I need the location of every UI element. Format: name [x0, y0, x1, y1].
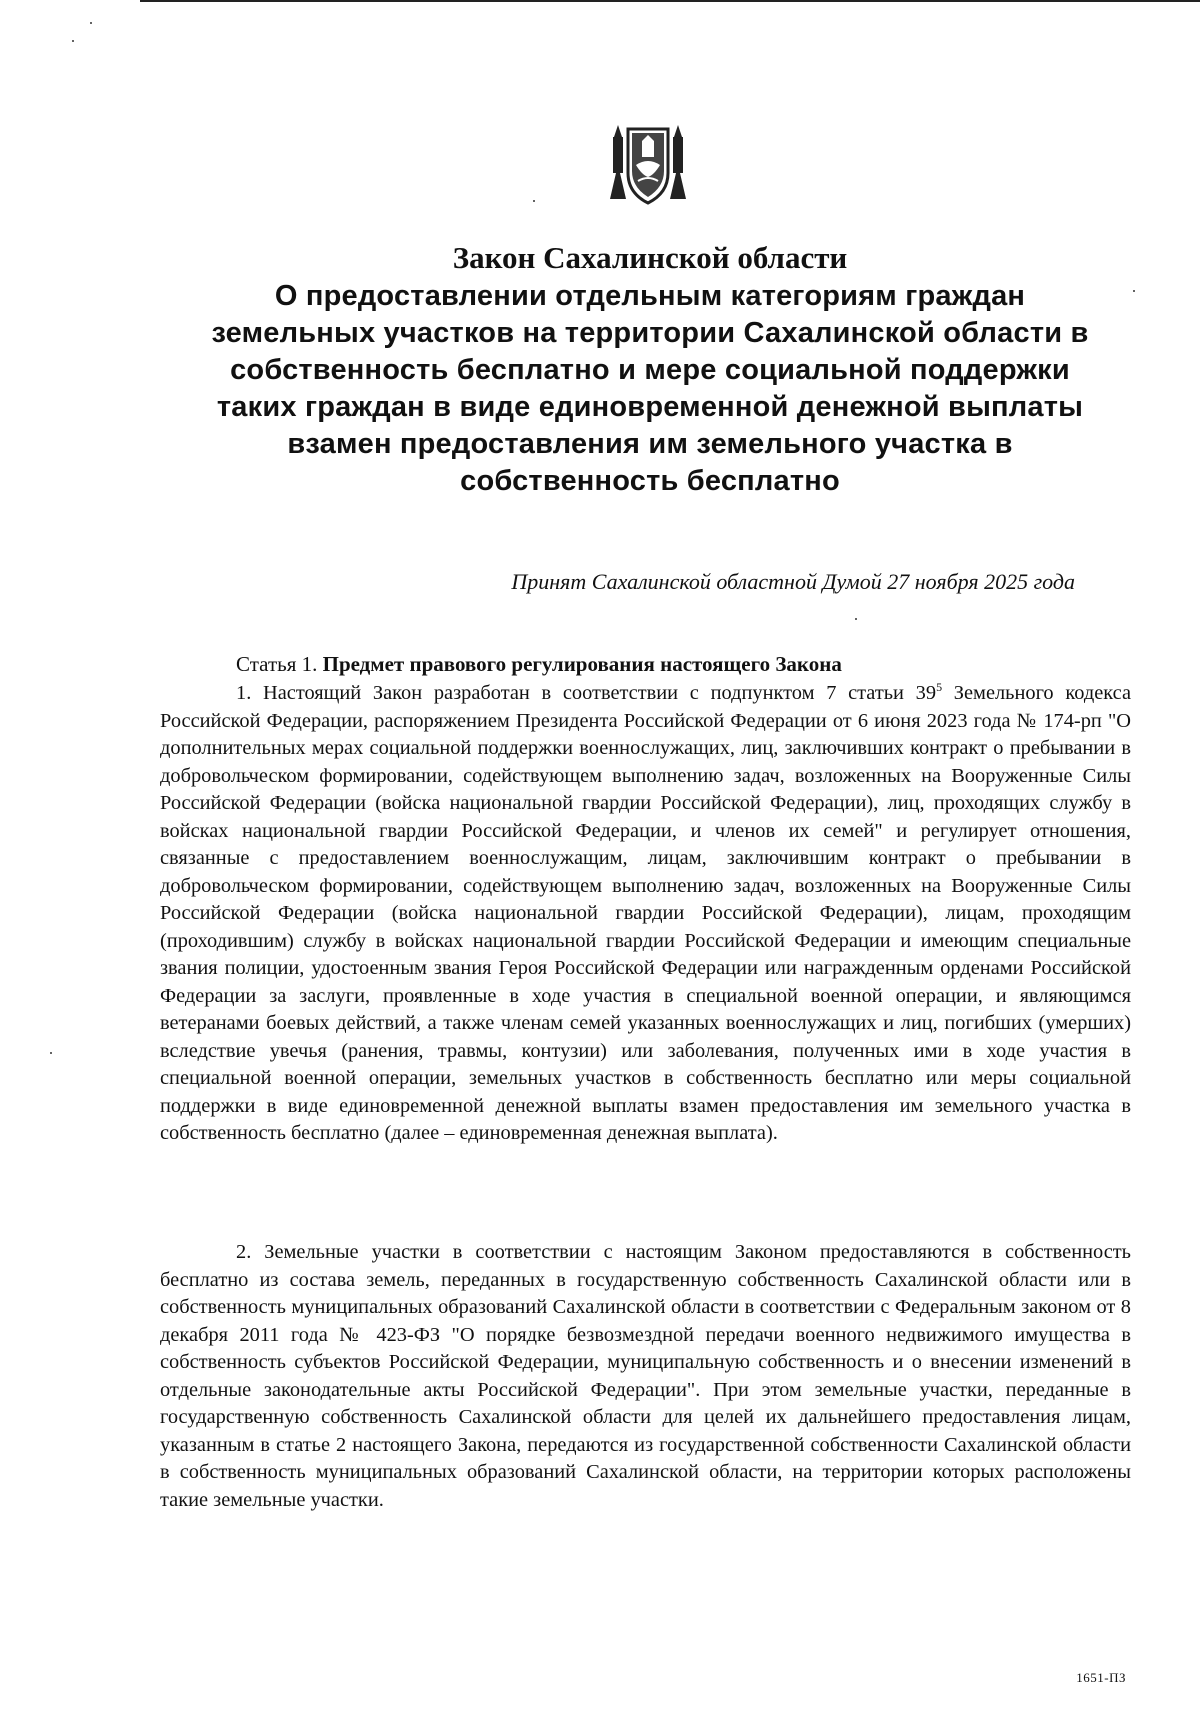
sakhalin-coat-of-arms-icon — [608, 117, 688, 205]
adoption-line: Принят Сахалинской областной Думой 27 ноября 2025 года — [511, 569, 1075, 594]
scan-speck — [855, 618, 857, 620]
article-paragraph-1 — [160, 680, 1131, 1148]
scan-speck — [533, 200, 535, 202]
article-number: Статья 1. — [236, 652, 318, 676]
scan-speck — [72, 40, 74, 42]
paragraph-1-rest: Земельного кодекса Российской Федерации, распоряжением Президента Российской Федерации от 6 июня 2023 года № 174-рп "О дополнительных мерах социальной поддержки военнослужащих, лиц, заключивших контракт о пребывании в добровольческом формировании, содействующем выполнению задач, возложенных на Вооруженные Силы Российской Федерации (войска национальной гвардии Российской Федерации), лиц, проходящих службу в войсках национальной гвардии Российской Федерации, и членов их семей" и регулирует отношения, связанные с предоставлением военнослужащим, лицам, заключившим контракт о пребывании в добровольческом формировании, содействующем выполнению задач, возложенных на Вооруженные Силы Российской Федерации (войска национальной гвардии Российской Федерации), лицам, проходящим (проходившим) службу в войсках национальной гвардии Российской Федерации и имеющим специальные звания полиции, удостоенным звания Героя Российской Федерации или награжденным орденами Российской Федерации за заслуги, проявленные в ходе участия в специальной военной операции, и являющимся ветеранами боевых действий, а также членам семей указанных военнослужащих и лиц, погибших (умерших) вследствие увечья (ранения, травмы, контузии) или заболевания, полученных ими в ходе участия в специальной военной операции, земельных участков в собственность бесплатно или меры социальной поддержки в виде единовременной денежной выплаты взамен предоставления им земельного участка в собственность бесплатно (далее – единовременная денежная выплата). — [160, 682, 1131, 1144]
page-code: 1651-ПЗ — [1076, 1670, 1126, 1685]
article-title: Предмет правового регулирования настоящего Закона — [322, 652, 842, 676]
scan-speck — [1133, 290, 1135, 292]
article-paragraph-2: 2. Земельные участки в соответствии с настоящим Законом предоставляются в собственность бесплатно из состава земель, переданных в государственную собственность Сахалинской области или в собственность муниципальных образований Сахалинской области в соответствии с Федеральным законом от 8 декабря 2011 года № 423-ФЗ "О порядке безвозмездной передачи военного недвижимого имущества в собственность субъектов Российской Федерации, муниципальную собственность и о внесении изменений в отдельные законодательные акты Российской Федерации". При этом земельные участки, переданные в государственную собственность Сахалинской области для целей их дальнейшего предоставления лицам, указанным в статье 2 настоящего Закона, передаются из государственной собственности Сахалинской области в собственность муниципальных образований Сахалинской области, на территории которых расположены такие земельные участки. — [160, 1241, 1131, 1511]
article-heading — [236, 650, 842, 678]
scan-speck — [50, 1052, 52, 1054]
superscript-5: 5 — [936, 680, 943, 695]
law-title: О предоставлении отдельным категориям граждан земельных участков на территории Сахалинской области в собственность бесплатно и мере социальной поддержки таких граждан в виде единовременной денежной выплаты взамен предоставления им земельного участка в собственность бесплатно — [211, 280, 1089, 497]
paragraph-1-start: 1. Настоящий Закон разработан в соответствии с подпунктом 7 статьи 39 — [236, 682, 937, 704]
scan-speck — [90, 22, 92, 24]
law-type-heading: Закон Сахалинской области — [452, 240, 848, 275]
scan-edge-line — [140, 0, 1200, 2]
